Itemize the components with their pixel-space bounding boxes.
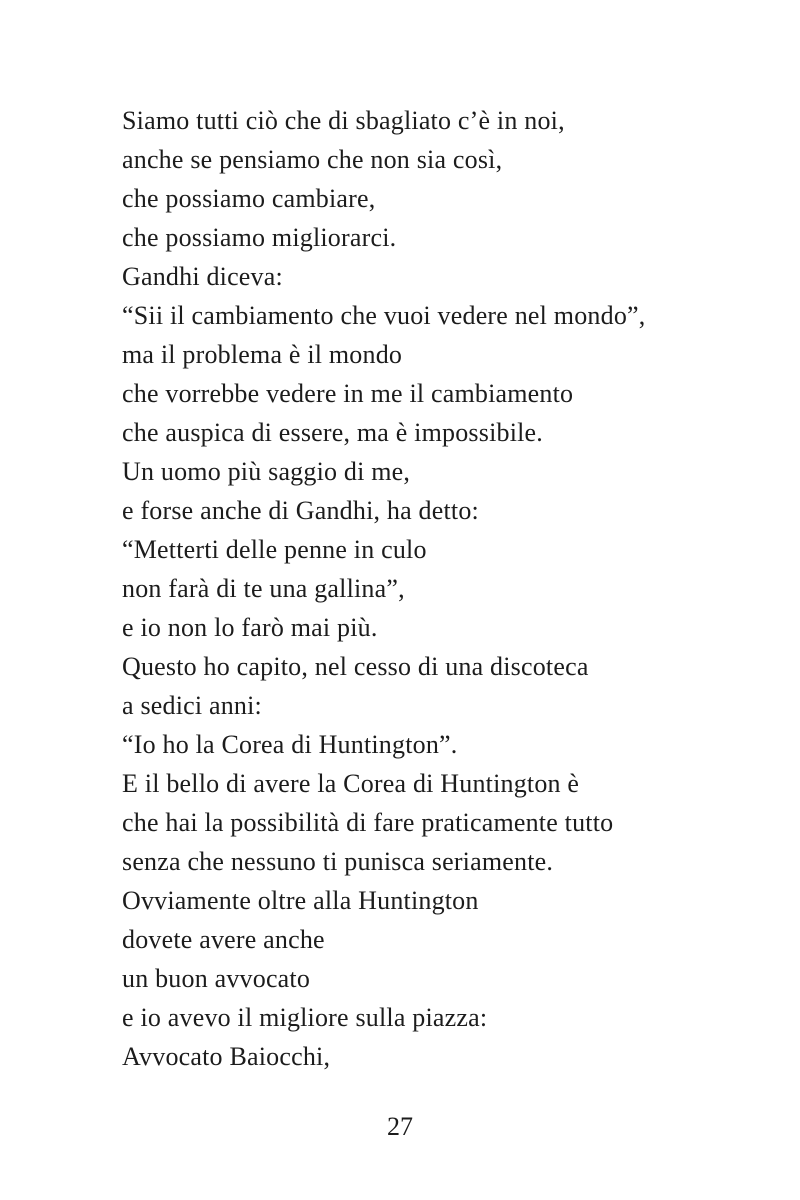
poem-line: senza che nessuno ti punisca seriamente.: [122, 847, 554, 876]
poem-line: anche se pensiamo che non sia così,: [122, 145, 503, 174]
poem-line: dovete avere anche: [122, 925, 325, 954]
poem-line: che hai la possibilità di fare praticamente tutto: [122, 808, 614, 837]
poem-text-block: [122, 101, 750, 1076]
poem-line: e io avevo il migliore sulla piazza:: [122, 1003, 488, 1032]
poem-line: Avvocato Baiocchi,: [122, 1042, 331, 1071]
poem-line: che possiamo migliorarci.: [122, 223, 397, 252]
poem-line: “Sii il cambiamento che vuoi vedere nel mondo”,: [122, 301, 646, 330]
poem-line: Gandhi diceva:: [122, 262, 283, 291]
poem-line: “Io ho la Corea di Huntington”.: [122, 730, 458, 759]
poem-line: E il bello di avere la Corea di Huntington è: [122, 769, 580, 798]
poem-line: che vorrebbe vedere in me il cambiamento: [122, 379, 574, 408]
poem-line: ma il problema è il mondo: [122, 340, 403, 369]
poem-line: Un uomo più saggio di me,: [122, 457, 411, 486]
poem-line: e forse anche di Gandhi, ha detto:: [122, 496, 479, 525]
poem-line: Ovviamente oltre alla Huntington: [122, 886, 479, 915]
poem-line: e io non lo farò mai più.: [122, 613, 378, 642]
poem-line: Siamo tutti ciò che di sbagliato c’è in noi,: [122, 106, 565, 135]
poem-line: non farà di te una gallina”,: [122, 574, 405, 603]
poem-line: Questo ho capito, nel cesso di una discoteca: [122, 652, 589, 681]
poem-line: che auspica di essere, ma è impossibile.: [122, 418, 543, 447]
poem-line: un buon avvocato: [122, 964, 311, 993]
poem-line: “Metterti delle penne in culo: [122, 535, 427, 564]
poem-line: che possiamo cambiare,: [122, 184, 376, 213]
page-number: 27: [387, 1112, 413, 1141]
poem-line: a sedici anni:: [122, 691, 262, 720]
